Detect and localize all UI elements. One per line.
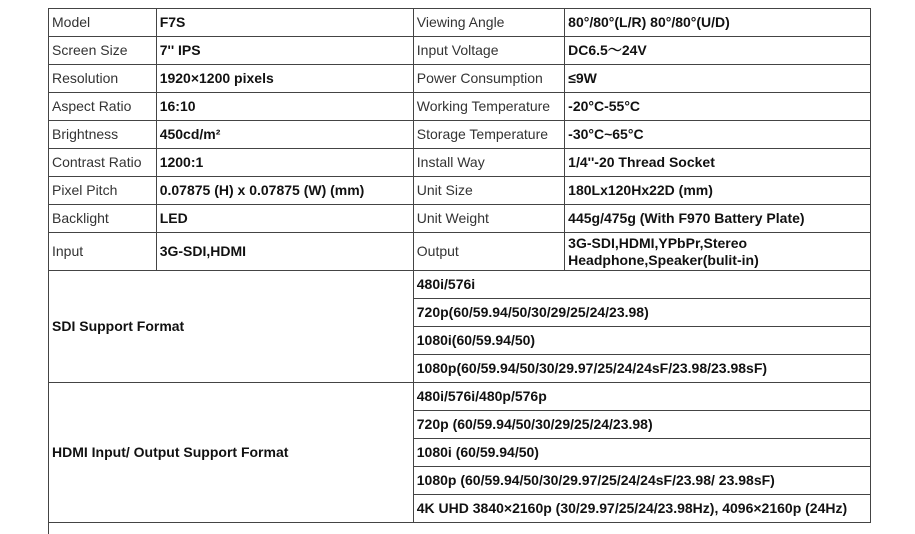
spec-row: [49, 233, 871, 271]
hdmi-format-item: 4K UHD 3840×2160p (30/29.97/25/24/23.98Hz), 4096×2160p (24Hz): [413, 495, 870, 523]
spec-row: [49, 9, 871, 37]
sdi-format-item: 720p(60/59.94/50/30/29/25/24/23.98): [413, 299, 870, 327]
spec-value: 80°/80°(L/R) 80°/80°(U/D): [565, 9, 871, 37]
hdmi-format-item: 720p (60/59.94/50/30/29/25/24/23.98): [413, 411, 870, 439]
spec-table: [48, 8, 871, 523]
format-row: [49, 383, 871, 411]
spec-label: Contrast Ratio: [49, 149, 157, 177]
spec-value: 1200:1: [156, 149, 413, 177]
spec-value: -20°C-55°C: [565, 93, 871, 121]
spec-value: 3G-SDI,HDMI: [156, 233, 413, 271]
spec-value: 1920×1200 pixels: [156, 65, 413, 93]
spec-value: 3G-SDI,HDMI,YPbPr,Stereo Headphone,Speaker(bulit-in): [565, 233, 871, 271]
spec-row: [49, 37, 871, 65]
spec-label: Working Temperature: [413, 93, 564, 121]
sdi-format-heading: SDI Support Format: [49, 271, 414, 383]
spec-value: -30°C~65°C: [565, 121, 871, 149]
spec-label: Input Voltage: [413, 37, 564, 65]
spec-label: Resolution: [49, 65, 157, 93]
sdi-format-item: 480i/576i: [413, 271, 870, 299]
sdi-format-item: 1080i(60/59.94/50): [413, 327, 870, 355]
spec-label: Unit Weight: [413, 205, 564, 233]
spec-value: F7S: [156, 9, 413, 37]
spec-value: 16:10: [156, 93, 413, 121]
spec-label: Pixel Pitch: [49, 177, 157, 205]
spec-value: 450cd/m²: [156, 121, 413, 149]
hdmi-format-item: 1080i (60/59.94/50): [413, 439, 870, 467]
spec-label: Storage Temperature: [413, 121, 564, 149]
sdi-format-item: 1080p(60/59.94/50/30/29.97/25/24/24sF/23.98/23.98sF): [413, 355, 870, 383]
spec-label: Install Way: [413, 149, 564, 177]
spec-row: [49, 93, 871, 121]
spec-value: 1/4''-20 Thread Socket: [565, 149, 871, 177]
spec-value: 7'' IPS: [156, 37, 413, 65]
spec-row: [49, 177, 871, 205]
spec-row: [49, 65, 871, 93]
spec-value: 0.07875 (H) x 0.07875 (W) (mm): [156, 177, 413, 205]
spec-label: Screen Size: [49, 37, 157, 65]
spec-label: Backlight: [49, 205, 157, 233]
spec-label: Input: [49, 233, 157, 271]
spec-row: [49, 121, 871, 149]
format-row: [49, 271, 871, 299]
spec-label: Model: [49, 9, 157, 37]
spec-label: Viewing Angle: [413, 9, 564, 37]
table-edge: [48, 522, 49, 534]
spec-label: Aspect Ratio: [49, 93, 157, 121]
spec-label: Brightness: [49, 121, 157, 149]
spec-value: ≤9W: [565, 65, 871, 93]
spec-value: DC6.5～24V: [565, 37, 871, 65]
spec-value: 180Lx120Hx22D (mm): [565, 177, 871, 205]
hdmi-format-item: 1080p (60/59.94/50/30/29.97/25/24/24sF/23.98/ 23.98sF): [413, 467, 870, 495]
spec-row: [49, 205, 871, 233]
hdmi-format-heading: HDMI Input/ Output Support Format: [49, 383, 414, 523]
hdmi-format-item: 480i/576i/480p/576p: [413, 383, 870, 411]
spec-label: Output: [413, 233, 564, 271]
spec-body: [49, 9, 871, 523]
spec-value: LED: [156, 205, 413, 233]
spec-value: 445g/475g (With F970 Battery Plate): [565, 205, 871, 233]
spec-label: Power Consumption: [413, 65, 564, 93]
spec-row: [49, 149, 871, 177]
spec-label: Unit Size: [413, 177, 564, 205]
